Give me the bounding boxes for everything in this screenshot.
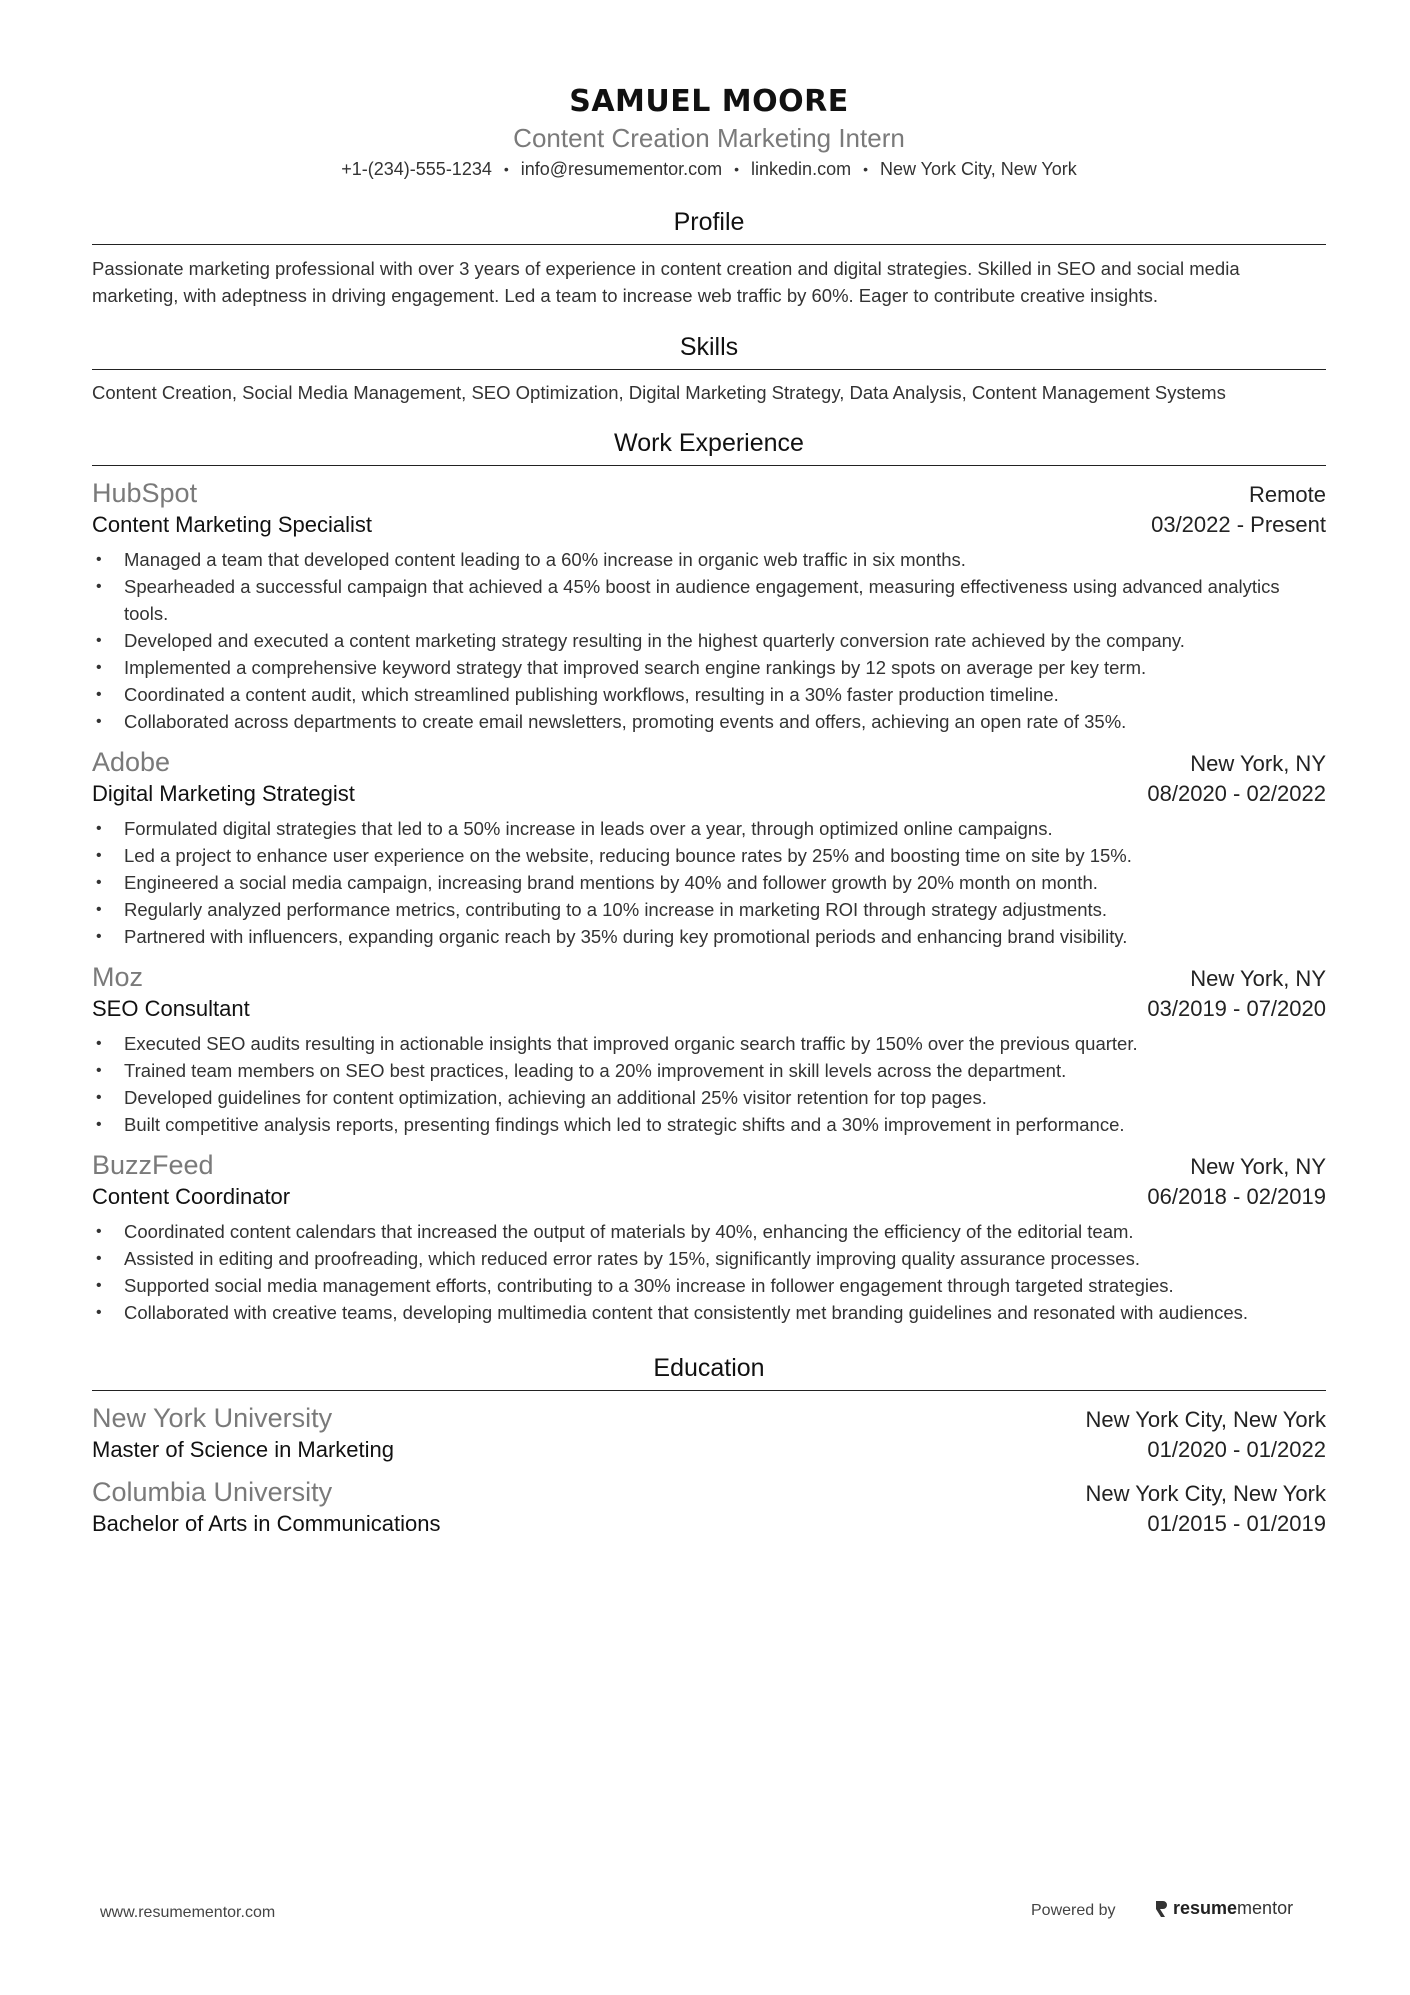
job-role: Content Marketing Specialist: [92, 512, 373, 537]
section-heading-education: Education: [92, 1352, 1326, 1391]
degree-name: Master of Science in Marketing: [92, 1437, 395, 1462]
degree-row: [92, 1509, 1326, 1539]
footer-website-link[interactable]: www.resumementor.com: [100, 1904, 276, 1921]
list-item: • Coordinated a content audit, which streamlined publishing workflows, resulting in a 30% faster production timeline.: [92, 681, 1326, 708]
list-item: • Coordinated content calendars that increased the output of materials by 40%, enhancing the efficiency of the editorial team.: [92, 1218, 1326, 1245]
list-item: • Built competitive analysis reports, presenting findings which led to strategic shifts and a 30% improvement in performance.: [92, 1111, 1326, 1138]
contact-line: [92, 156, 1326, 182]
school-list: [92, 1401, 1326, 1539]
section-heading-profile: Profile: [92, 206, 1326, 245]
candidate-name: SAMUEL MOORE: [569, 84, 849, 119]
school-header-row: [92, 1401, 1326, 1435]
job-role: Content Coordinator: [92, 1184, 291, 1209]
footer: [0, 1896, 1410, 1926]
education-entry: [92, 1475, 1326, 1539]
job-dates: 03/2019 - 07/2020: [1147, 996, 1326, 1021]
resume-page: [92, 0, 1326, 1539]
company-name: BuzzFeed: [92, 1150, 214, 1180]
job-location: New York, NY: [1190, 751, 1326, 776]
company-name: HubSpot: [92, 478, 198, 508]
profile-section: [92, 206, 1326, 309]
job-bullet-list: [92, 1030, 1326, 1138]
job-role-row: [92, 510, 1326, 540]
brand-name: [1173, 1898, 1293, 1919]
list-item: • Developed and executed a content marketing strategy resulting in the highest quarterly conversion rate achieved by the company.: [92, 627, 1326, 654]
job-dates: 06/2018 - 02/2019: [1147, 1184, 1326, 1209]
list-item: • Trained team members on SEO best practices, leading to a 20% improvement in skill levels across the department.: [92, 1057, 1326, 1084]
job-bullet-list: [92, 546, 1326, 735]
job-role-row: [92, 994, 1326, 1024]
job-dates: 08/2020 - 02/2022: [1147, 781, 1326, 806]
contact-linkedin: linkedin.com: [751, 159, 852, 179]
job-role: Digital Marketing Strategist: [92, 781, 355, 806]
list-item: • Collaborated with creative teams, developing multimedia content that consistently met branding guidelines and resonated with audiences.: [92, 1299, 1326, 1326]
powered-by-label: Powered by: [1031, 1902, 1116, 1919]
list-item: • Supported social media management efforts, contributing to a 30% increase in follower engagement through targeted strategies.: [92, 1272, 1326, 1299]
job-role-row: [92, 1182, 1326, 1212]
list-item: • Assisted in editing and proofreading, which reduced error rates by 15%, significantly improving quality assurance processes.: [92, 1245, 1326, 1272]
job-entry: [92, 1148, 1326, 1326]
profile-text: Passionate marketing professional with over 3 years of experience in content creation and digital strategies. Skilled in SEO and social media marketing, with adeptness in driving engagement. Led a team to increase web traffic by 60%. Eager to contribute creative insights.: [92, 258, 1240, 306]
bullet-separator: •: [734, 161, 740, 177]
job-bullet-list: [92, 815, 1326, 950]
job-location: New York, NY: [1190, 1154, 1326, 1179]
job-entry: [92, 476, 1326, 735]
skills-section: [92, 331, 1326, 405]
experience-section: [92, 427, 1326, 1326]
list-item: • Managed a team that developed content leading to a 60% increase in organic web traffic in six months.: [92, 546, 1326, 573]
contact-location: New York City, New York: [879, 159, 1077, 179]
school-name: New York University: [92, 1403, 333, 1433]
skills-text: Content Creation, Social Media Management, SEO Optimization, Digital Marketing Strategy, Data Analysis, Content Management Systems: [92, 382, 1226, 403]
school-name: Columbia University: [92, 1477, 333, 1507]
school-header-row: [92, 1475, 1326, 1509]
section-heading-work-experience: Work Experience: [92, 427, 1326, 466]
list-item: • Regularly analyzed performance metrics, contributing to a 10% increase in marketing ROI through strategy adjustments.: [92, 896, 1326, 923]
bullet-separator: •: [503, 161, 509, 177]
job-bullet-list: [92, 1218, 1326, 1326]
job-role-row: [92, 779, 1326, 809]
section-heading-skills: Skills: [92, 331, 1326, 370]
job-entry: [92, 960, 1326, 1138]
list-item: • Collaborated across departments to create email newsletters, promoting events and offers, achieving an open rate of 35%.: [92, 708, 1326, 735]
resume-header: [92, 0, 1326, 182]
education-entry: [92, 1401, 1326, 1465]
school-location: New York City, New York: [1085, 1407, 1326, 1432]
brand-name-light: mentor: [1237, 1898, 1294, 1918]
education-dates: 01/2015 - 01/2019: [1147, 1511, 1326, 1536]
contact-phone: +1-(234)-555-1234: [341, 159, 492, 179]
company-name: Moz: [92, 962, 144, 992]
candidate-title: Content Creation Marketing Intern: [513, 123, 905, 153]
job-header-row: [92, 476, 1326, 510]
job-header-row: [92, 745, 1326, 779]
list-item: • Spearheaded a successful campaign that achieved a 45% boost in audience engagement, measuring effectiveness using advanced analytics tools.: [92, 573, 1326, 627]
list-item: • Developed guidelines for content optimization, achieving an additional 25% visitor retention for top pages.: [92, 1084, 1326, 1111]
contact-email: info@resumementor.com: [520, 159, 723, 179]
job-dates: 03/2022 - Present: [1151, 512, 1326, 537]
list-item: • Executed SEO audits resulting in actionable insights that improved organic search traffic by 150% over the previous quarter.: [92, 1030, 1326, 1057]
school-location: New York City, New York: [1085, 1481, 1326, 1506]
list-item: • Engineered a social media campaign, increasing brand mentions by 40% and follower growth by 20% month on month.: [92, 869, 1326, 896]
resumementor-logo-icon: [1153, 1899, 1169, 1919]
list-item: • Led a project to enhance user experience on the website, reducing bounce rates by 25% and boosting time on site by 15%.: [92, 842, 1326, 869]
job-list: [92, 476, 1326, 1326]
education-dates: 01/2020 - 01/2022: [1147, 1437, 1326, 1462]
bullet-separator: •: [863, 161, 868, 177]
job-header-row: [92, 960, 1326, 994]
brand-name-bold: resume: [1173, 1898, 1238, 1918]
list-item: • Implemented a comprehensive keyword strategy that improved search engine rankings by 12 spots on average per key term.: [92, 654, 1326, 681]
job-entry: [92, 745, 1326, 950]
job-role: SEO Consultant: [92, 996, 250, 1021]
job-location: Remote: [1248, 482, 1326, 507]
company-name: Adobe: [92, 747, 171, 777]
job-location: New York, NY: [1190, 966, 1326, 991]
list-item: • Formulated digital strategies that led to a 50% increase in leads over a year, through optimized online campaigns.: [92, 815, 1326, 842]
degree-row: [92, 1435, 1326, 1465]
job-header-row: [92, 1148, 1326, 1182]
education-section: [92, 1352, 1326, 1539]
brand-logo[interactable]: [1153, 1898, 1293, 1919]
list-item: • Partnered with influencers, expanding organic reach by 35% during key promotional periods and enhancing brand visibility.: [92, 923, 1326, 950]
degree-name: Bachelor of Arts in Communications: [92, 1511, 441, 1536]
